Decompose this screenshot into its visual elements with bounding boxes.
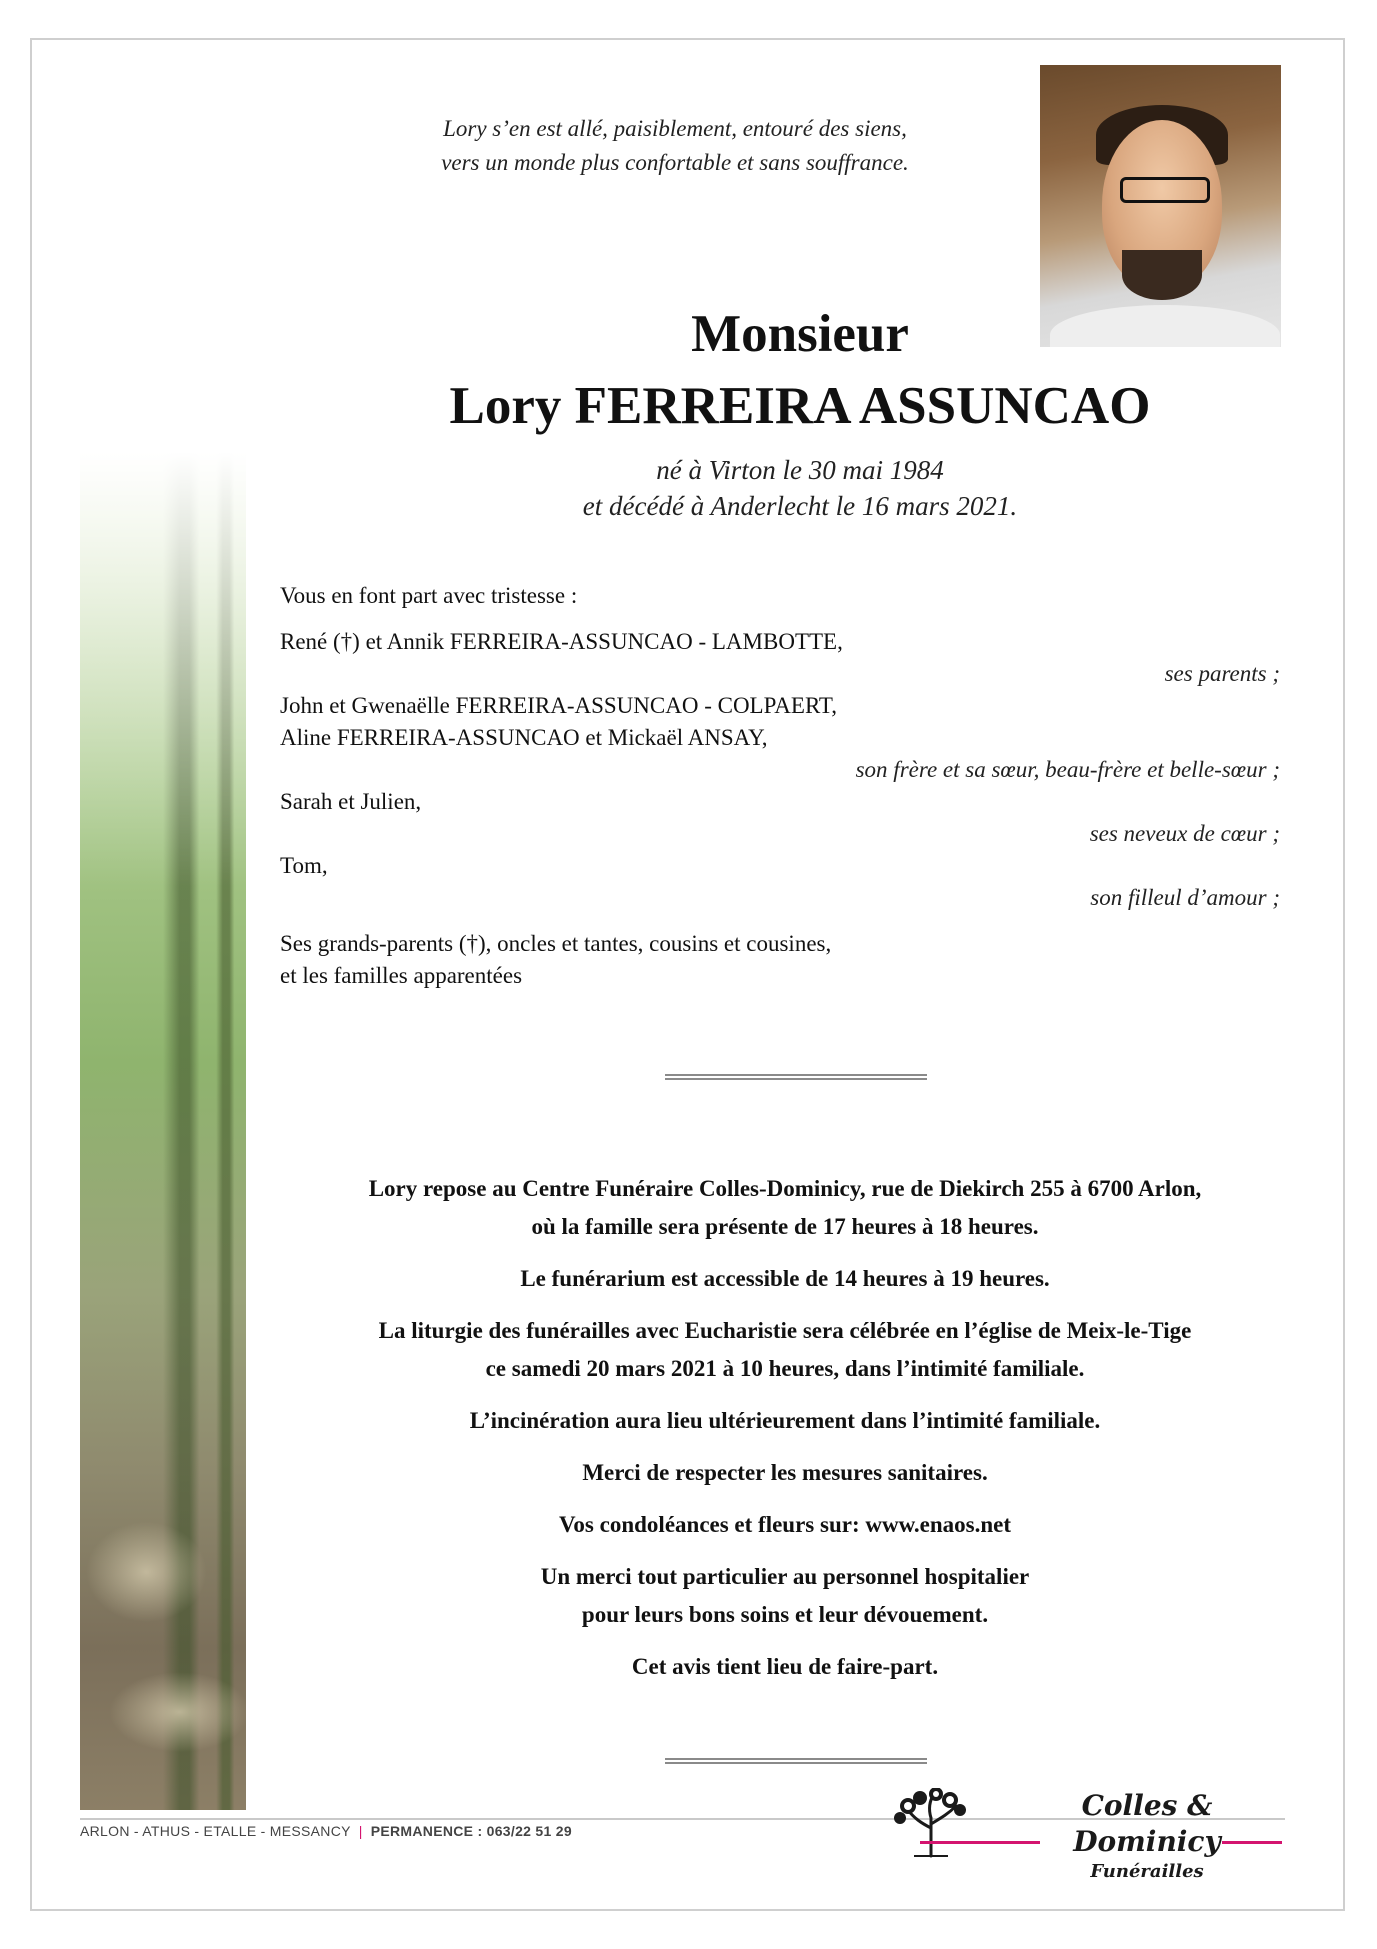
funeral-information xyxy=(270,1170,1300,1700)
other-relatives: et les familles apparentées xyxy=(280,963,523,988)
siblings-names: Aline FERREIRA-ASSUNCAO et Mickaël ANSAY, xyxy=(280,725,768,750)
forest-path-image xyxy=(80,452,246,1810)
info-line: où la famille sera présente de 17 heures à 18 heures. xyxy=(531,1214,1039,1239)
deceased-title xyxy=(330,298,1270,442)
condolences-link-text: Vos condoléances et fleurs sur: www.enaos.net xyxy=(558,1512,1012,1537)
deceased-name: Lory FERREIRA ASSUNCAO xyxy=(449,377,1151,435)
brand-name: Colles & Dominicy xyxy=(1073,1789,1221,1858)
brand-subtitle: Funérailles xyxy=(1090,1861,1204,1882)
info-paragraph: L’incinération aura lieu ultérieurement dans l’intimité familiale. xyxy=(469,1408,1101,1433)
info-line: Un merci tout particulier au personnel hospitalier xyxy=(540,1564,1030,1589)
other-relatives: Ses grands-parents (†), oncles et tantes, cousins et cousines, xyxy=(280,931,832,956)
parents-relation: ses parents ; xyxy=(1164,661,1280,686)
info-paragraph xyxy=(270,1312,1300,1388)
footer-separator: | xyxy=(358,1823,363,1839)
birth-line: né à Virton le 30 mai 1984 xyxy=(656,455,944,485)
siblings-names: John et Gwenaëlle FERREIRA-ASSUNCAO - COLPAERT, xyxy=(280,693,837,718)
siblings-relation: son frère et sa sœur, beau-frère et belle-sœur ; xyxy=(855,757,1280,782)
info-line: pour leurs bons soins et leur dévouement. xyxy=(581,1602,989,1627)
quote-line: vers un monde plus confortable et sans souffrance. xyxy=(441,150,909,175)
info-paragraph xyxy=(270,1558,1300,1634)
funeral-home-brand xyxy=(1012,1788,1282,1884)
godson-relation: son filleul d’amour ; xyxy=(1090,885,1280,910)
death-line: et décédé à Anderlecht le 16 mars 2021. xyxy=(582,491,1018,521)
birth-death-dates xyxy=(330,452,1270,524)
footer-permanence: PERMANENCE : 063/22 51 29 xyxy=(370,1823,572,1839)
info-paragraph: Merci de respecter les mesures sanitaires. xyxy=(582,1460,988,1485)
family-announcement xyxy=(280,580,1280,992)
honorific: Monsieur xyxy=(691,305,909,363)
footer-locations: ARLON - ATHUS - ETALLE - MESSANCY xyxy=(80,1823,351,1839)
footer-contact xyxy=(80,1823,572,1839)
divider xyxy=(665,1758,927,1764)
nephews-relation: ses neveux de cœur ; xyxy=(1089,821,1280,846)
parents-names: René (†) et Annik FERREIRA-ASSUNCAO - LAMBOTTE, xyxy=(280,629,843,654)
quote-line: Lory s’en est allé, paisiblement, entouré des siens, xyxy=(443,116,907,141)
opening-quote xyxy=(330,112,1020,180)
family-intro: Vous en font part avec tristesse : xyxy=(280,583,578,608)
info-line: La liturgie des funérailles avec Eucharistie sera célébrée en l’église de Meix-le-Tige xyxy=(378,1318,1192,1343)
nephews-names: Sarah et Julien, xyxy=(280,789,422,814)
info-line: Lory repose au Centre Funéraire Colles-Dominicy, rue de Diekirch 255 à 6700 Arlon, xyxy=(368,1176,1202,1201)
info-paragraph xyxy=(270,1170,1300,1246)
info-paragraph: Le funérarium est accessible de 14 heures à 19 heures. xyxy=(520,1266,1050,1291)
info-paragraph: Cet avis tient lieu de faire-part. xyxy=(631,1654,939,1679)
info-line: ce samedi 20 mars 2021 à 10 heures, dans l’intimité familiale. xyxy=(485,1356,1085,1381)
divider xyxy=(665,1074,927,1080)
godson-name: Tom, xyxy=(280,853,328,878)
tree-logo-icon xyxy=(886,1788,976,1858)
